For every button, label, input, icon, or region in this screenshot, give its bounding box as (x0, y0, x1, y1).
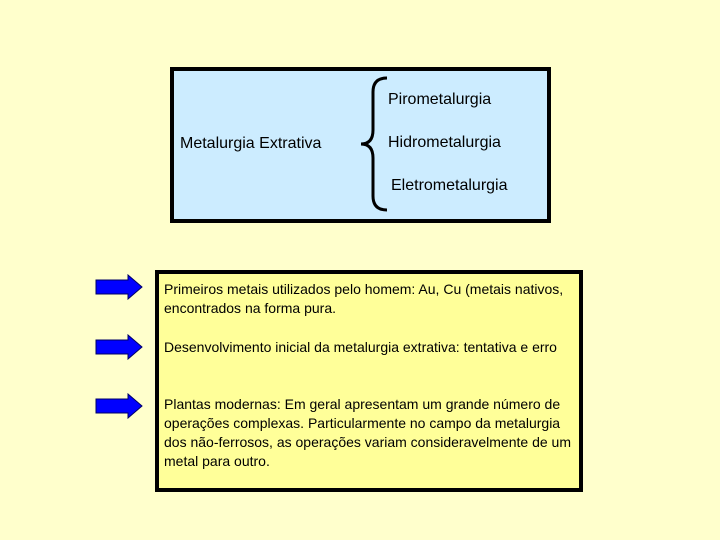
arrow-right-icon (95, 274, 143, 300)
branch-eletrometalurgia: Eletrometalurgia (391, 177, 508, 194)
arrow-right-icon (95, 334, 143, 360)
branch-pirometalurgia: Pirometalurgia (388, 91, 492, 108)
note-plantas-modernas: Plantas modernas: Em geral apresentam um grande número de operações complexas. Particularmente no campo da metalurgia dos não-ferrosos, as operações variam consideravelmente de um metal para outro. (164, 396, 571, 469)
note-primeiros-metais: Primeiros metais utilizados pelo homem: Au, Cu (metais nativos, encontrados na forma pura. (164, 281, 564, 316)
note-desenvolvimento-inicial: Desenvolvimento inicial da metalurgia extrativa: tentativa e erro (164, 339, 557, 355)
source-label: Metalurgia Extrativa (180, 135, 322, 152)
branch-hidrometalurgia: Hidrometalurgia (388, 134, 501, 151)
arrow-right-icon (95, 393, 143, 419)
